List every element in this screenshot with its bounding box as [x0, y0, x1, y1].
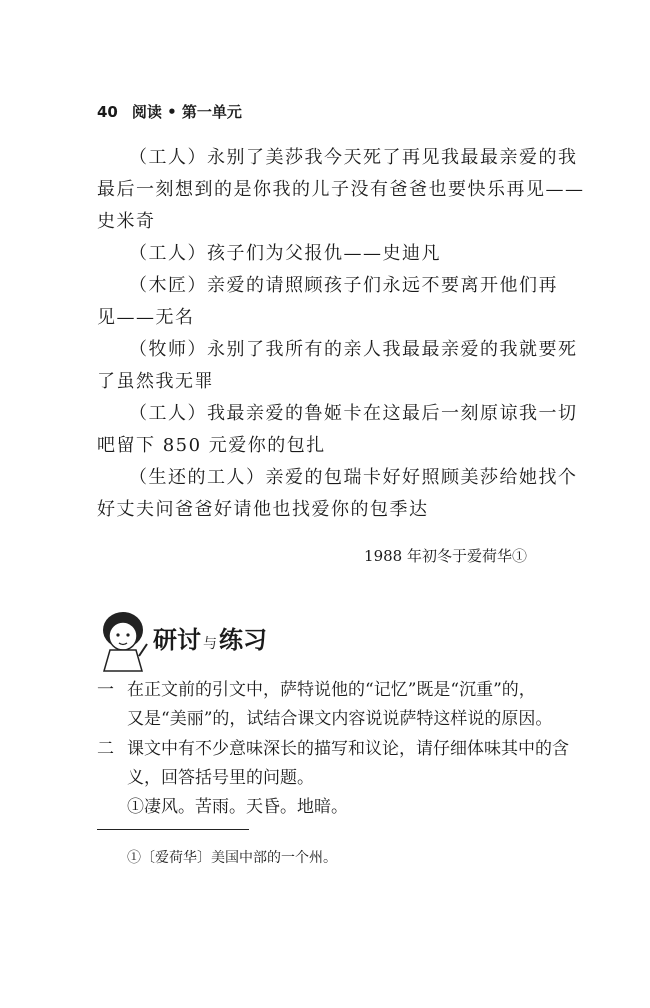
poem-line: （生还的工人）亲爱的包瑞卡好好照顾美莎给她找个 [129, 467, 578, 488]
question-2-line-2: 义，回答括号里的问题。 [127, 768, 314, 788]
page-header [97, 101, 242, 122]
page-number: 40 [97, 103, 118, 121]
poem-line: 史米奇 [97, 211, 156, 232]
poem-line: （牧师）永别了我所有的亲人我最最亲爱的我就要死 [129, 339, 578, 360]
poem-line: 吧留下 850 元爱你的包扎 [97, 435, 326, 456]
student-illustration [95, 604, 153, 672]
poem-line: （木匠）亲爱的请照顾孩子们永远不要离开他们再 [129, 275, 558, 296]
poem-line: 了虽然我无罪 [97, 371, 214, 392]
question-2-line-3: ①凄风。苦雨。天昏。地暗。 [127, 797, 348, 817]
question-1-line-2: 又是“美丽”的，试结合课文内容说说萨特这样说的原因。 [127, 709, 553, 729]
poem-line: （工人）我最亲爱的鲁姬卡在这最后一刻原谅我一切 [129, 403, 578, 424]
poem-line: （工人）孩子们为父报仇——史迪凡 [129, 243, 441, 264]
poem-line: （工人）永别了美莎我今天死了再见我最最亲爱的我 [129, 147, 578, 168]
footnote: ①〔爱荷华〕美国中部的一个州。 [127, 850, 337, 866]
question-2-line-1: 二 课文中有不少意味深长的描写和议论，请仔细体味其中的含 [97, 739, 569, 759]
poem-line: 好丈夫问爸爸好请他也找爱你的包季达 [97, 499, 429, 520]
question-1-line-1: 一 在正文前的引文中，萨特说他的“记忆”既是“沉重”的， [97, 680, 536, 700]
exercise-title: 研讨 与练习 [153, 626, 267, 654]
date-line: 1988 年初冬于爱荷华① [364, 547, 527, 565]
footnote-divider [97, 829, 249, 830]
section-title: 阅读 • 第一单元 [131, 103, 242, 121]
exercise-heading [95, 604, 395, 672]
poem-line: 见——无名 [97, 307, 195, 328]
poem-line: 最后一刻想到的是你我的儿子没有爸爸也要快乐再见—— [97, 179, 585, 200]
